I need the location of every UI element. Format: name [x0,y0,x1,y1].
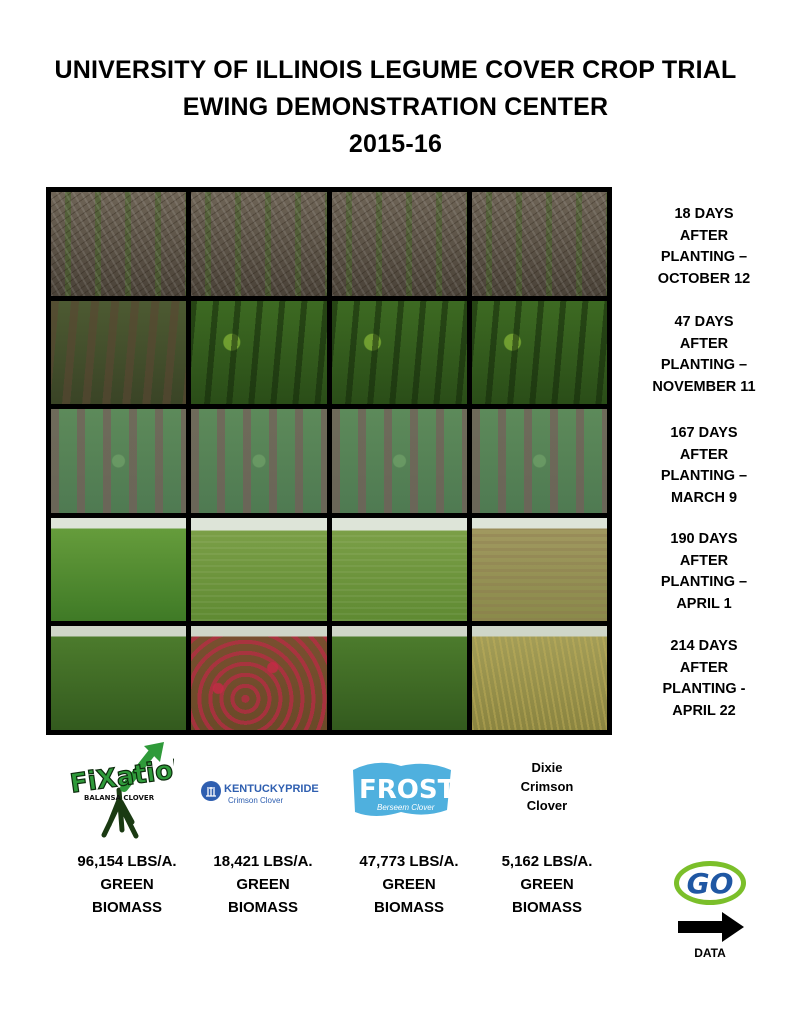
biomass-line: BIOMASS [91,899,162,916]
row-label-line: PLANTING – [660,574,748,590]
photo-kentuckypride-apr22 [191,626,326,730]
fixation-logo-subtext: BALANSA CLOVER [84,794,155,802]
dixie-label-line: Crimson [520,779,574,794]
biomass-line: BIOMASS [373,899,444,916]
row-label-oct12 [628,204,780,290]
biomass-value: 96,154 LBS/A. [77,853,177,870]
row-label-apr1 [628,529,780,615]
row-label-line: PLANTING – [660,357,748,373]
frosty-logo [347,756,457,828]
title-line-1: UNIVERSITY OF ILLINOIS LEGUME COVER CROP TRIAL [54,56,737,84]
row-label-line: MARCH 9 [670,489,738,506]
fixation-logo-text: FiXatioN [68,752,174,800]
photo-frosty-apr22 [332,626,467,730]
photo-fixation-oct12 [51,192,186,296]
photo-fixation-mar9 [51,409,186,513]
photo-dixie-nov11 [472,301,607,405]
frosty-logo-subtext: Berseem Clover [377,803,435,812]
biomass-value: 5,162 LBS/A. [501,853,593,870]
row-label-line: PLANTING - [662,681,746,697]
biomass-value: 47,773 LBS/A. [359,853,459,870]
title-line-2: EWING DEMONSTRATION CENTER [182,93,609,121]
photo-frosty-mar9 [332,409,467,513]
photo-frosty-nov11 [332,301,467,405]
photo-kentuckypride-apr1 [191,518,326,622]
biomass-line: BIOMASS [227,899,298,916]
frosty-logo-text: FROST [359,775,456,805]
right-arrow-icon[interactable] [678,912,744,942]
row-label-line: AFTER [679,659,729,676]
photo-dixie-oct12 [472,192,607,296]
row-label-line: AFTER [679,335,729,352]
row-label-line: 47 DAYS [674,314,734,330]
biomass-dixie [472,850,622,919]
row-label-line: PLANTING – [660,468,748,484]
photo-frosty-oct12 [332,192,467,296]
biomass-value: 18,421 LBS/A. [213,853,313,870]
kentuckypride-logo-text: KENTUCKYPRIDE [224,783,319,795]
row-label-line: APRIL 1 [676,595,732,612]
row-label-line: AFTER [679,446,729,463]
photo-frosty-apr1 [332,518,467,622]
row-label-mar9 [628,423,780,509]
photo-kentuckypride-mar9 [191,409,326,513]
biomass-line: GREEN [236,876,290,893]
biomass-line: GREEN [382,876,436,893]
photo-fixation-apr1 [51,518,186,622]
row-label-apr22 [628,636,780,722]
dixie-label-line: Clover [526,798,568,813]
row-label-line: 18 DAYS [674,206,734,222]
row-label-line: NOVEMBER 11 [652,378,756,395]
photo-dixie-mar9 [472,409,607,513]
go-logo-text: GO [686,867,734,900]
photo-grid [46,187,612,735]
kentuckypride-logo [200,776,325,808]
data-link[interactable]: DATA [694,946,726,960]
photo-dixie-apr22 [472,626,607,730]
biomass-line: GREEN [100,876,154,893]
row-label-line: AFTER [679,227,729,244]
photo-dixie-apr1 [472,518,607,622]
dixie-crimson-clover-label [497,758,597,815]
biomass-frosty [334,850,484,919]
kentuckypride-logo-subtext: Crimson Clover [228,796,284,805]
row-label-nov11 [628,312,780,398]
dixie-label-line: Dixie [531,760,563,775]
fixation-logo [64,740,174,840]
row-label-line: APRIL 22 [672,702,736,719]
row-label-line: PLANTING – [660,249,748,265]
row-label-line: AFTER [679,552,729,569]
photo-fixation-apr22 [51,626,186,730]
row-label-line: 214 DAYS [670,638,738,654]
row-label-line: 167 DAYS [670,425,738,441]
row-label-line: 190 DAYS [670,531,738,547]
biomass-fixation [52,850,202,919]
biomass-line: BIOMASS [511,899,582,916]
title-line-3: 2015-16 [348,130,443,158]
row-label-line: OCTOBER 12 [657,270,751,287]
biomass-kentuckypride [188,850,338,919]
photo-kentuckypride-nov11 [191,301,326,405]
biomass-line: GREEN [520,876,574,893]
photo-fixation-nov11 [51,301,186,405]
photo-kentuckypride-oct12 [191,192,326,296]
go-logo[interactable] [672,858,748,908]
